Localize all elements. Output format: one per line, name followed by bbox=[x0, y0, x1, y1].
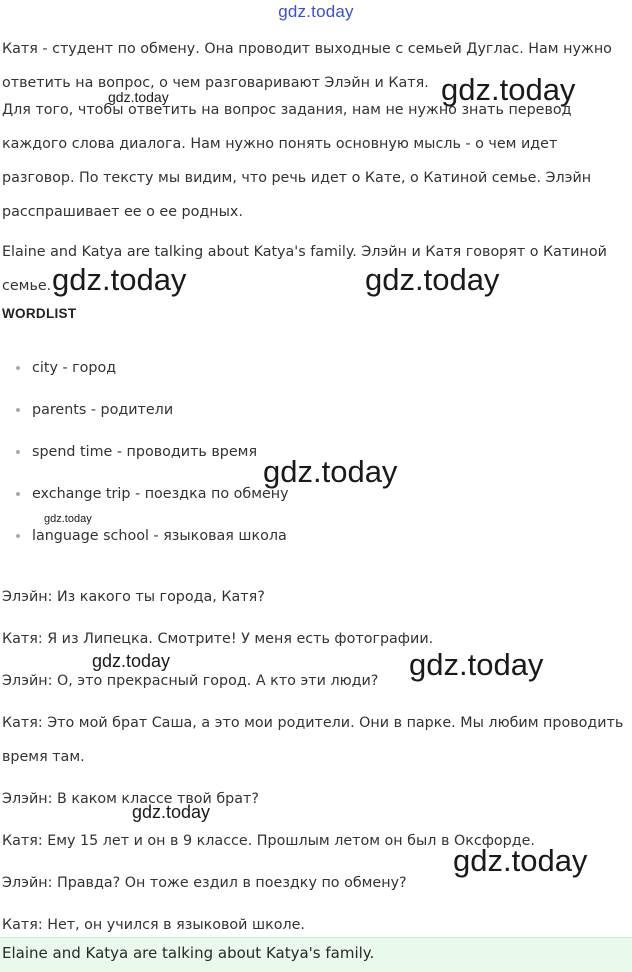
bullet-icon bbox=[16, 450, 20, 454]
dialogue-line: Катя: Нет, он учился в языковой школе. bbox=[2, 917, 305, 933]
wordlist-heading: WORDLIST bbox=[2, 306, 77, 321]
watermark: gdz.today bbox=[263, 454, 398, 489]
wordlist-item-text: spend time - проводить время bbox=[32, 444, 258, 460]
watermark: gdz.today bbox=[453, 843, 588, 878]
bullet-icon bbox=[16, 366, 20, 370]
dialogue bbox=[2, 580, 628, 950]
bullet-icon bbox=[16, 408, 20, 412]
wordlist-item-text: parents - родители bbox=[32, 402, 174, 418]
dialogue-line: Элэйн: Правда? Он тоже ездил в поездку по обмену? bbox=[2, 875, 407, 891]
bullet-icon bbox=[16, 492, 20, 496]
watermark: gdz.today bbox=[44, 513, 92, 525]
intro-paragraph-1: Катя - студент по обмену. Она проводит выходные с семьей Дуглас. Нам нужно ответить на вопрос, о чем разговаривают Элэйн и Катя. bbox=[2, 41, 612, 91]
dialogue-line: Элэйн: О, это прекрасный город. А кто эти люди? bbox=[2, 673, 379, 689]
watermark: gdz.today bbox=[52, 262, 187, 297]
dialogue-line: Катя: Это мой брат Саша, а это мои родители. Они в парке. Мы любим проводить время там. bbox=[2, 715, 624, 765]
intro-paragraph-3: Elaine and Katya are talking about Katya's family. Элэйн и Катя говорят о Катиной семье. bbox=[2, 244, 607, 294]
intro-paragraph-2: Для того, чтобы ответить на вопрос задания, нам не нужно знать перевод каждого слова диалога. Нам нужно понять основную мысль - о чем идет разговор. По тексту мы видим, что речь идет о Кате, о Катиной семье. Элэйн расспрашивает ее о ее родных. bbox=[2, 102, 592, 220]
watermark: gdz.today bbox=[92, 651, 171, 671]
watermark: gdz.today bbox=[365, 262, 500, 297]
wordlist-item bbox=[16, 354, 289, 396]
wordlist-item bbox=[16, 438, 289, 480]
wordlist-item-text: city - город bbox=[32, 360, 117, 376]
dialogue-line: Катя: Я из Липецка. Смотрите! У меня есть фотографии. bbox=[2, 631, 434, 647]
dialogue-line: Катя: Ему 15 лет и он в 9 классе. Прошлым летом он был в Оксфорде. bbox=[2, 833, 535, 849]
wordlist-item-text: exchange trip - поездка по обмену bbox=[32, 486, 289, 502]
bullet-icon bbox=[16, 534, 20, 538]
watermark: gdz.today bbox=[441, 72, 576, 107]
answer-box bbox=[0, 937, 632, 972]
wordlist-item bbox=[16, 480, 289, 522]
answer-text: Elaine and Katya are talking about Katya's family. bbox=[2, 944, 375, 962]
watermark: gdz.today bbox=[409, 647, 544, 682]
wordlist-item bbox=[16, 396, 289, 438]
watermark: gdz.today bbox=[132, 802, 211, 822]
wordlist bbox=[16, 354, 289, 564]
dialogue-line: Элэйн: В каком классе твой брат? bbox=[2, 791, 259, 807]
site-brand-header: gdz.today bbox=[278, 2, 354, 21]
watermark: gdz.today bbox=[108, 89, 169, 105]
dialogue-line: Элэйн: Из какого ты города, Катя? bbox=[2, 589, 265, 605]
wordlist-item-text: language school - языковая школа bbox=[32, 528, 287, 544]
wordlist-item bbox=[16, 522, 289, 564]
